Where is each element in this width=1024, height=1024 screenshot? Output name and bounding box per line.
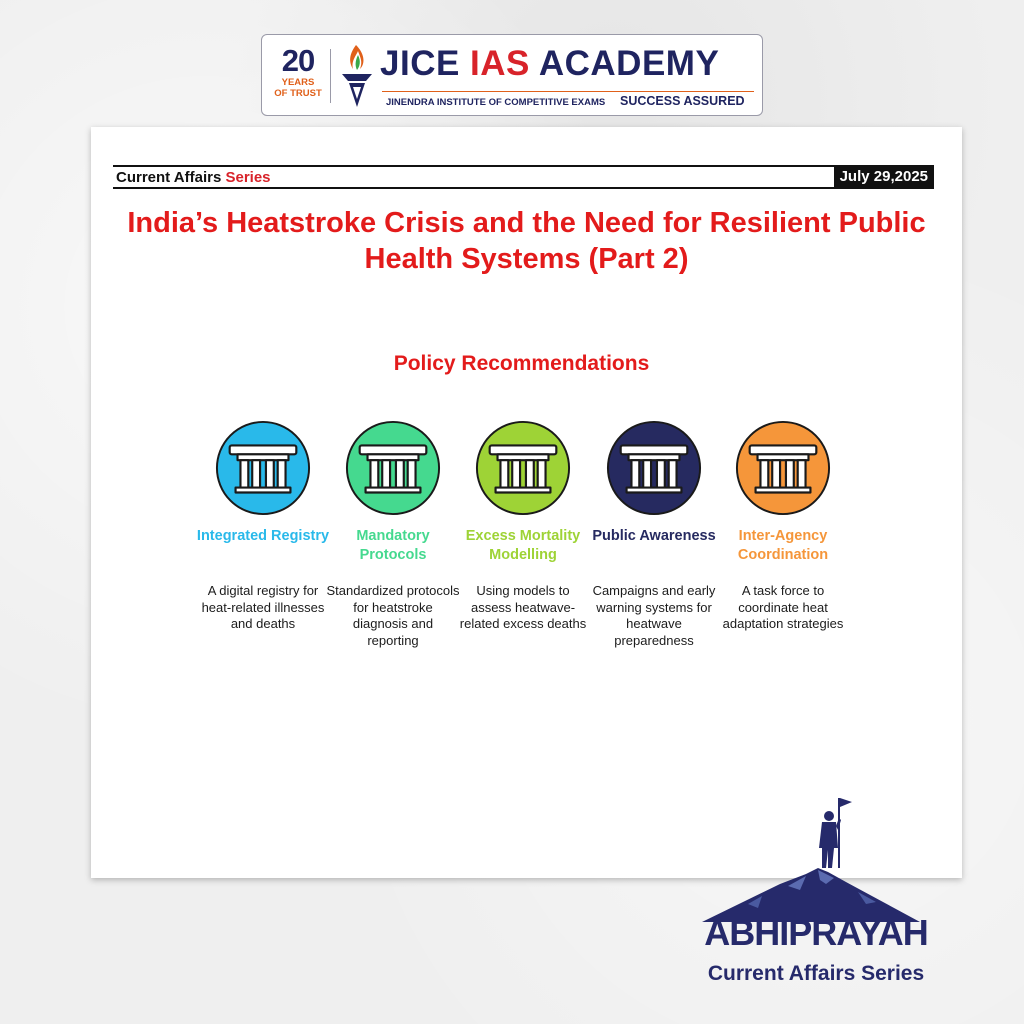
pillar-icon <box>474 419 572 517</box>
content-sheet <box>91 127 962 878</box>
brand-subtitle: JINENDRA INSTITUTE OF COMPETITIVE EXAMS <box>386 97 606 108</box>
academy-logo <box>261 34 763 116</box>
years-number: 20 <box>281 43 315 78</box>
brand-tagline: SUCCESS ASSURED <box>620 94 745 108</box>
pillar-name: Public Awareness <box>592 528 716 544</box>
trust-label: OF TRUST <box>274 88 322 99</box>
footer-series-text: Current Affairs Series <box>707 962 925 985</box>
pillar-card-inter-agency-coordination <box>716 419 850 633</box>
pillar-description: Using models to assess heatwave-related excess deaths <box>459 583 587 631</box>
series-label-accent: Series <box>225 169 271 186</box>
brand-ias: IAS <box>470 44 530 83</box>
brand-underline <box>382 91 754 92</box>
years-label: YEARS <box>281 77 315 88</box>
pillar-name: Mandatory Protocols <box>356 528 430 563</box>
pillar-name: Inter-Agency Coordination <box>737 528 829 563</box>
years-of-trust-badge <box>270 45 326 99</box>
pillar-card-mandatory-protocols <box>326 419 460 649</box>
series-bar <box>113 165 934 189</box>
logo-divider <box>330 49 331 103</box>
pillar-description: Standardized protocols for heatstroke diagnosis and reporting <box>326 583 460 648</box>
pillar-description: A task force to coordinate heat adaptation strategies <box>722 583 844 631</box>
series-label <box>116 169 271 186</box>
pillar-description: Campaigns and early warning systems for heatwave preparedness <box>592 583 716 648</box>
brand-name <box>380 44 719 84</box>
brand-academy: ACADEMY <box>538 44 720 83</box>
pillar-card-excess-mortality-modelling <box>456 419 590 633</box>
brand-jice: JICE <box>380 44 460 83</box>
pillar-icon <box>214 419 312 517</box>
pillar-name: Integrated Registry <box>196 528 330 544</box>
pillar-card-integrated-registry <box>196 419 330 633</box>
publish-date: July 29,2025 <box>834 165 934 189</box>
pillar-description: A digital registry for heat-related illnesses and deaths <box>201 583 325 631</box>
series-label-main: Current Affairs <box>116 169 222 186</box>
page-title: India’s Heatstroke Crisis and the Need for Resilient Public Health Systems (Part 2) <box>127 207 926 275</box>
pillar-card-public-awareness <box>587 419 721 649</box>
abhiprayah-wordmark: ABHIPRAYAH <box>704 912 928 952</box>
pillar-icon <box>734 419 832 517</box>
pillar-name: Excess Mortality Modelling <box>465 528 581 563</box>
section-title: Policy Recommendations <box>393 352 650 375</box>
pillar-icon <box>605 419 703 517</box>
abhiprayah-logo <box>688 792 944 952</box>
pillar-icon <box>344 419 442 517</box>
torch-icon <box>336 41 378 111</box>
